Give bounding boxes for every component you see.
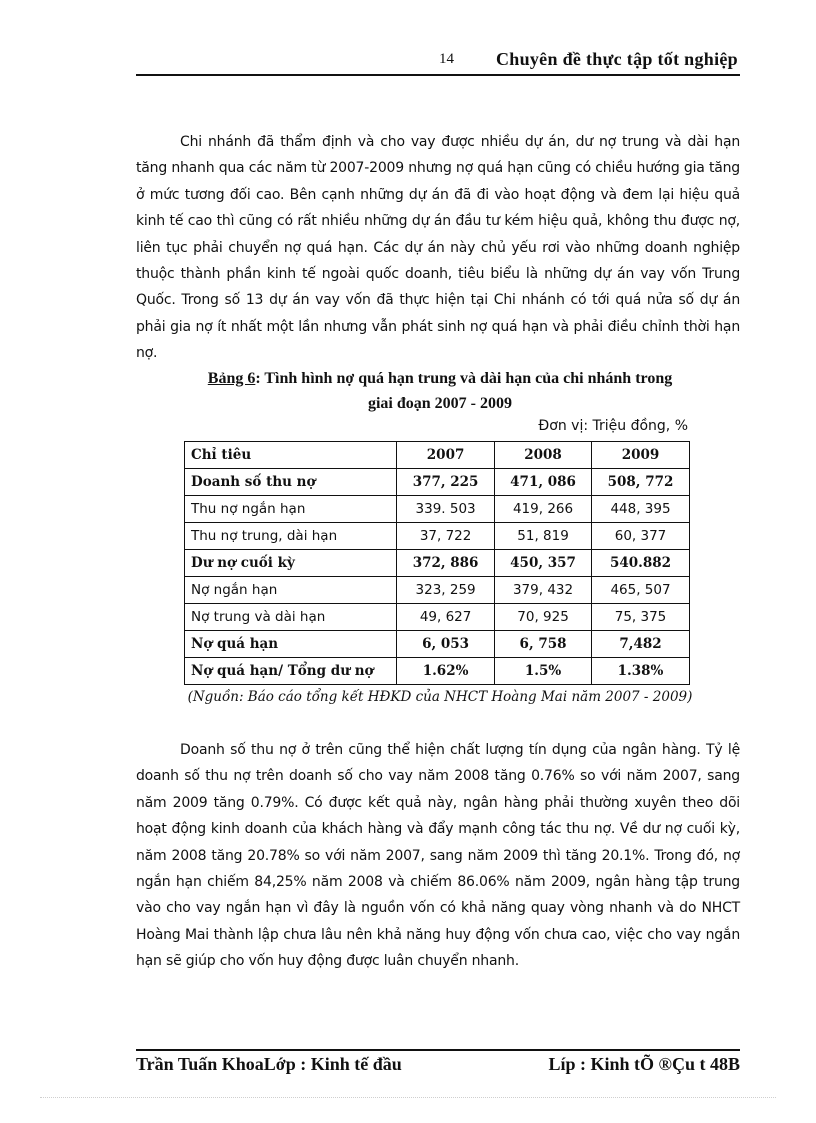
table-cell: 70, 925 bbox=[495, 604, 592, 631]
table-cell: 450, 357 bbox=[495, 550, 592, 577]
table-cell: 49, 627 bbox=[397, 604, 495, 631]
table-cell: Thu nợ trung, dài hạn bbox=[185, 523, 397, 550]
table-cell: 419, 266 bbox=[495, 496, 592, 523]
footer-author: Trần Tuấn KhoaLớp : Kinh tế đầu bbox=[136, 1054, 402, 1074]
table-cell: 6, 053 bbox=[397, 631, 495, 658]
table-cell: 508, 772 bbox=[592, 469, 690, 496]
table-cell: Nợ quá hạn bbox=[185, 631, 397, 658]
table-cell: 6, 758 bbox=[495, 631, 592, 658]
table-title-label: Bảng 6 bbox=[207, 370, 256, 387]
table-header-cell: 2009 bbox=[592, 442, 690, 469]
table-cell: Nợ trung và dài hạn bbox=[185, 604, 397, 631]
table-row bbox=[185, 577, 690, 604]
header-title: Chuyên đề thực tập tốt nghiệp bbox=[495, 49, 738, 69]
paragraph-credit-quality bbox=[136, 737, 740, 975]
table-cell: 465, 507 bbox=[592, 577, 690, 604]
page-bottom-border bbox=[40, 1097, 776, 1098]
table-cell: 75, 375 bbox=[592, 604, 690, 631]
table-source-note: (Nguồn: Báo cáo tổng kết HĐKD của NHCT Hoàng Mai năm 2007 - 2009) bbox=[187, 689, 693, 705]
table-cell: 448, 395 bbox=[592, 496, 690, 523]
table-cell: Dư nợ cuối kỳ bbox=[185, 550, 397, 577]
table-row bbox=[185, 469, 690, 496]
table-title-line1: : Tình hình nợ quá hạn trung và dài hạn của chi nhánh trong bbox=[255, 370, 673, 387]
table-cell: 51, 819 bbox=[495, 523, 592, 550]
table-row bbox=[185, 631, 690, 658]
table-cell: 540.882 bbox=[592, 550, 690, 577]
table-cell: 323, 259 bbox=[397, 577, 495, 604]
table-cell: 339. 503 bbox=[397, 496, 495, 523]
table-cell: 60, 377 bbox=[592, 523, 690, 550]
page-header bbox=[136, 48, 740, 74]
table-cell: 379, 432 bbox=[495, 577, 592, 604]
table-cell: 372, 886 bbox=[397, 550, 495, 577]
table-row bbox=[185, 658, 690, 685]
table-cell: 471, 086 bbox=[495, 469, 592, 496]
table-header-row bbox=[185, 442, 690, 469]
paragraph2-text: Doanh số thu nợ ở trên cũng thể hiện chất lượng tín dụng của ngân hàng. Tỷ lệ doanh số thu nợ trên doanh số cho vay năm 2008 tăng 0.76% so với năm 2007, sang năm 2009 tăng 0.79%. Có được kết quả này, ngân hàng phải thường xuyên theo dõi hoạt động kinh doanh của khách hàng và đẩy mạnh công tác thu nợ. Về dư nợ cuối kỳ, năm 2008 tăng 20.78% so với năm 2007, sang năm 2009 thì tăng 20.1%. Trong đó, nợ ngắn hạn chiếm 84,25% năm 2008 và chiếm 86.06% năm 2009, ngân hàng tập trung vào cho vay ngắn hạn vì đây là nguồn vốn có khả năng quay vòng nhanh và do NHCT Hoàng Mai thành lập chưa lâu nên khả năng huy động vốn chưa cao, việc cho vay ngắn hạn sẽ giúp cho vốn huy động được luân chuyển nhanh. bbox=[136, 742, 740, 970]
table-row bbox=[185, 550, 690, 577]
table-cell: Nợ ngắn hạn bbox=[185, 577, 397, 604]
table-cell: 7,482 bbox=[592, 631, 690, 658]
header-divider bbox=[136, 74, 740, 76]
table-header-cell: 2007 bbox=[397, 442, 495, 469]
table-row bbox=[185, 496, 690, 523]
table-header-cell: Chỉ tiêu bbox=[185, 442, 397, 469]
overdue-debt-table bbox=[184, 441, 690, 685]
page-number: 14 bbox=[439, 51, 454, 67]
table-cell: 377, 225 bbox=[397, 469, 495, 496]
table-cell: Doanh số thu nợ bbox=[185, 469, 397, 496]
paragraph-debt-analysis bbox=[136, 129, 740, 367]
table-header-cell: 2008 bbox=[495, 442, 592, 469]
footer-class: Líp : Kinh tÕ ®Çu t 48B bbox=[548, 1054, 740, 1074]
table-cell: 1.62% bbox=[397, 658, 495, 685]
footer-divider bbox=[136, 1049, 740, 1051]
table-row bbox=[185, 604, 690, 631]
table-cell: Thu nợ ngắn hạn bbox=[185, 496, 397, 523]
table-cell: Nợ quá hạn/ Tổng dư nợ bbox=[185, 658, 397, 685]
table-cell: 1.38% bbox=[592, 658, 690, 685]
table-row bbox=[185, 523, 690, 550]
table-cell: 1.5% bbox=[495, 658, 592, 685]
table-title-line2: giai đoạn 2007 - 2009 bbox=[367, 395, 512, 412]
paragraph1-text: Chi nhánh đã thẩm định và cho vay được nhiều dự án, dư nợ trung và dài hạn tăng nhanh qua các năm từ 2007-2009 nhưng nợ quá hạn cũng có chiều hướng gia tăng ở mức tương đối cao. Bên cạnh những dự án đã đi vào hoạt động và đem lại hiệu quả kinh tế cao thì cũng có rất nhiều những dự án đầu tư kém hiệu quả, không thu được nợ, liên tục phải chuyển nợ quá hạn. Các dự án này chủ yếu rơi vào những doanh nghiệp thuộc thành phần kinh tế ngoài quốc doanh, tiêu biểu là những dự án vay vốn Trung Quốc. Trong số 13 dự án vay vốn đã thực hiện tại Chi nhánh có tới quá nửa số dự án phải gia nợ ít nhất một lần nhưng vẫn phát sinh nợ quá hạn và phải điều chỉnh thời hạn nợ. bbox=[136, 134, 740, 362]
table-unit: Đơn vị: Triệu đồng, % bbox=[538, 418, 688, 434]
table-cell: 37, 722 bbox=[397, 523, 495, 550]
table-title bbox=[160, 366, 720, 416]
